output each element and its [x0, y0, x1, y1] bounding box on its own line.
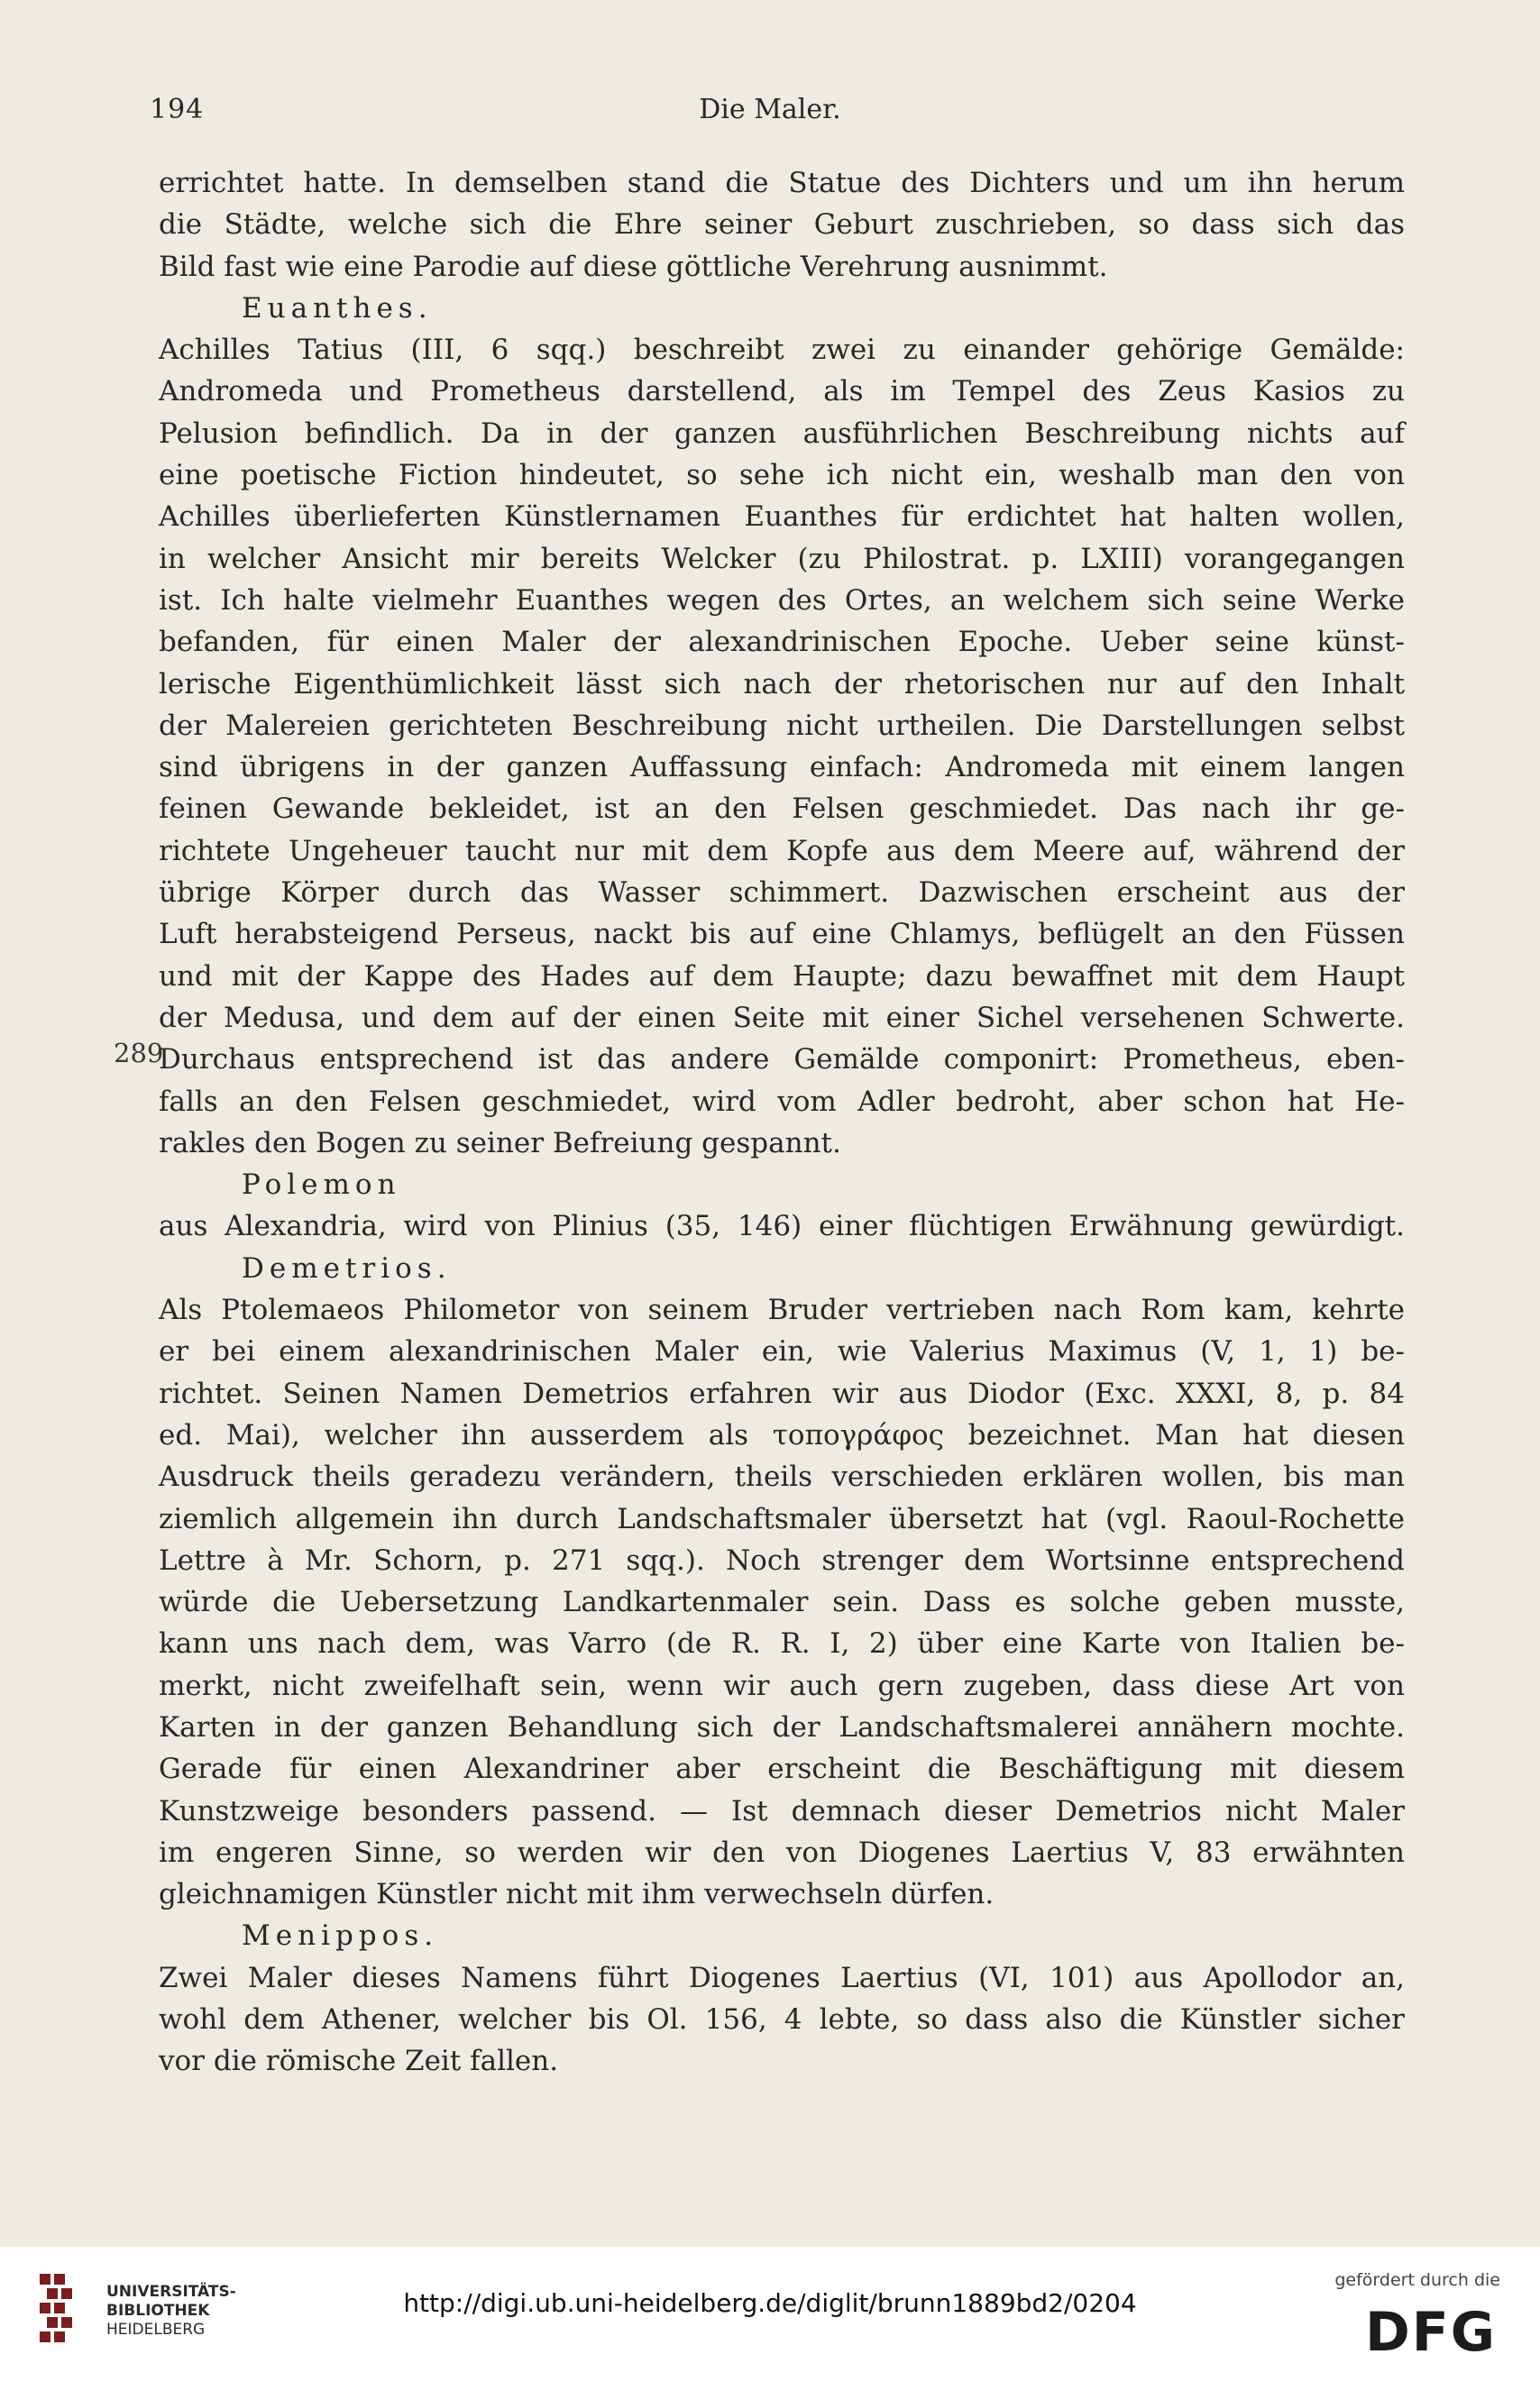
library-name-line: UNIVERSITÄTS- [106, 2283, 236, 2301]
section-heading-polemon: Polemon [242, 1168, 401, 1202]
section-heading-euanthes: Euanthes. [242, 291, 433, 325]
text-line: lerische Eigenthümlichkeit lässt sich nach der rhetorischen nur auf den Inhalt [159, 667, 1405, 701]
text-line: übrige Körper durch das Wasser schimmert. Dazwischen erscheint aus der [159, 876, 1405, 910]
text-line: Luft herabsteigend Perseus, nackt bis auf eine Chlamys, beflügelt an den Füssen [159, 918, 1405, 951]
text-line: er bei einem alexandrinischen Maler ein, wie Valerius Maximus (V, 1, 1) be- [159, 1335, 1405, 1369]
text-line: merkt, nicht zweifelhaft sein, wenn wir auch gern zugeben, dass diese Art von [159, 1669, 1405, 1702]
running-head: Die Maler. [699, 94, 841, 125]
library-name-line: BIBLIOTHEK [106, 2302, 210, 2320]
text-line: Lettre à Mr. Schorn, p. 271 sqq.). Noch strenger dem Wortsinne entsprechend [159, 1544, 1405, 1577]
text-line: feinen Gewande bekleidet, ist an den Felsen geschmiedet. Das nach ihr ge- [159, 792, 1405, 826]
permalink-url[interactable]: http://digi.ub.uni-heidelberg.de/diglit/brunn1889bd2/0204 [403, 2288, 1137, 2318]
text-line: vor die römische Zeit fallen. [159, 2045, 559, 2078]
text-line: ziemlich allgemein ihn durch Landschaftsmaler übersetzt hat (vgl. Raoul-Rochette [159, 1502, 1405, 1535]
text-line: Gerade für einen Alexandriner aber erscheint die Beschäftigung mit diesem [159, 1753, 1405, 1786]
text-line: in welcher Ansicht mir bereits Welcker (zu Philostrat. p. LXIII) vorangegangen [159, 542, 1405, 575]
section-heading-menippos: Menippos. [242, 1919, 439, 1953]
text-line: richtet. Seinen Namen Demetrios erfahren wir aus Diodor (Exc. XXXI, 8, p. 84 [159, 1377, 1405, 1410]
margin-number: 289 [114, 1038, 164, 1068]
text-line: gleichnamigen Künstler nicht mit ihm verwechseln dürfen. [159, 1878, 995, 1911]
text-line: Pelusion befindlich. Da in der ganzen ausführlichen Beschreibung nichts auf [159, 417, 1405, 450]
text-line: wohl dem Athener, welcher bis Ol. 156, 4 lebte, so dass also die Künstler sicher [159, 2003, 1405, 2037]
text-line: Als Ptolemaeos Philometor von seinem Bruder vertrieben nach Rom kam, kehrte [159, 1294, 1405, 1327]
text-line: sind übrigens in der ganzen Auffassung einfach: Andromeda mit einem langen [159, 751, 1405, 784]
text-line: Ausdruck theils geradezu verändern, theils verschieden erklären wollen, bis man [159, 1461, 1405, 1494]
text-line: Andromeda und Prometheus darstellend, als im Tempel des Zeus Kasios zu [159, 375, 1405, 408]
text-line: Bild fast wie eine Parodie auf diese göttliche Verehrung ausnimmt. [159, 250, 1108, 283]
text-line: ist. Ich halte vielmehr Euanthes wegen des Ortes, an welchem sich seine Werke [159, 583, 1405, 617]
text-line: Achilles überlieferten Künstlernamen Euanthes für erdichtet hat halten wollen, [159, 500, 1405, 534]
dfg-logo: DFG [1364, 2301, 1497, 2364]
text-line: errichtet hatte. In demselben stand die Statue des Dichters und um ihn herum [159, 167, 1405, 199]
library-name-line: HEIDELBERG [106, 2321, 206, 2339]
text-line: eine poetische Fiction hindeutet, so sehe ich nicht ein, weshalb man den von [159, 459, 1405, 492]
text-line: der Medusa, und dem auf der einen Seite mit einer Sichel versehenen Schwerte. [159, 1001, 1405, 1034]
text-line: kann uns nach dem, was Varro (de R. R. I, 2) über eine Karte von Italien be- [159, 1627, 1405, 1661]
text-line: falls an den Felsen geschmiedet, wird vom Adler bedroht, aber schon hat He- [159, 1085, 1405, 1118]
text-line: rakles den Bogen zu seiner Befreiung gespannt. [159, 1126, 841, 1159]
text-line: ed. Mai), welcher ihn ausserdem als τοπογράφος bezeichnet. Man hat diesen [159, 1418, 1405, 1452]
text-line: Achilles Tatius (III, 6 sqq.) beschreibt zwei zu einander gehörige Gemälde: [159, 334, 1405, 367]
text-line: und mit der Kappe des Hades auf dem Haupte; dazu bewaffnet mit dem Haupt [159, 959, 1405, 993]
text-line: Durchaus entsprechend ist das andere Gemälde componirt: Prometheus, eben- [159, 1043, 1405, 1076]
page-number: 194 [150, 94, 205, 125]
body-text [159, 162, 1405, 2083]
text-line: im engeren Sinne, so werden wir den von Diogenes Laertius V, 83 erwähnten [159, 1836, 1405, 1869]
digitization-footer [0, 2247, 1540, 2391]
text-line: Kunstzweige besonders passend. — Ist demnach dieser Demetrios nicht Maler [159, 1794, 1405, 1828]
text-line: der Malereien gerichteten Beschreibung nicht urtheilen. Die Darstellungen selbst [159, 709, 1405, 742]
text-line: aus Alexandria, wird von Plinius (35, 146) einer flüchtigen Erwähnung gewürdigt. [159, 1210, 1405, 1243]
section-heading-demetrios: Demetrios. [242, 1251, 452, 1285]
text-line: richtete Ungeheuer taucht nur mit dem Kopfe aus dem Meere auf, während der [159, 834, 1405, 867]
supported-by-label: gefördert durch die [1334, 2270, 1500, 2290]
text-line: würde die Uebersetzung Landkartenmaler sein. Dass es solche geben musste, [159, 1586, 1405, 1619]
text-line: Karten in der ganzen Behandlung sich der Landschaftsmalerei annähern mochte. [159, 1710, 1405, 1744]
text-line: Zwei Maler dieses Namens führt Diogenes Laertius (VI, 101) aus Apollodor an, [159, 1961, 1405, 1994]
text-line: die Städte, welche sich die Ehre seiner Geburt zuschrieben, so dass sich das [159, 208, 1405, 242]
text-line: befanden, für einen Maler der alexandrinischen Epoche. Ueber seine künst- [159, 626, 1405, 659]
